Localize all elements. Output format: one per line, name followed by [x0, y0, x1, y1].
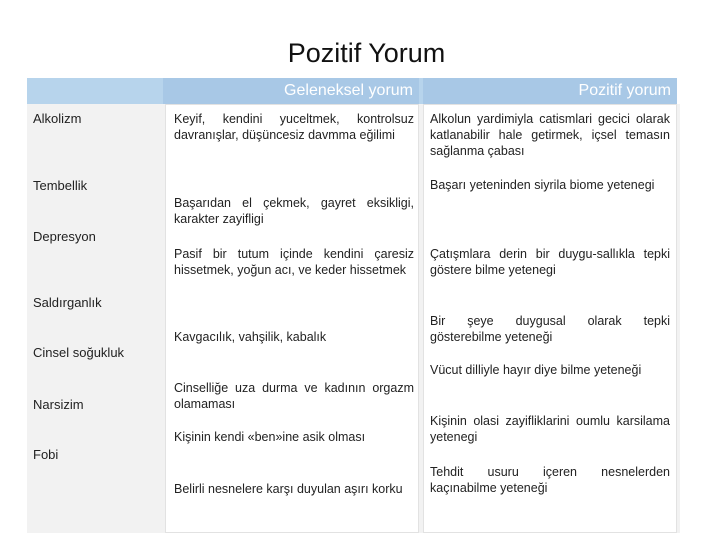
positive-cell: Çatışmlara derin bir duygu-sallıkla tepki göstere bilme yetenegi — [430, 247, 670, 277]
positive-cell: Alkolun yardimiyla catismlari gecici olarak katlanabilir hale getirmek, içsel temasın sağlanma çabası — [430, 112, 670, 158]
positive-cell: Başarı yeteninden siyrila biome yetenegi — [430, 178, 655, 192]
condition-label: Saldırganlık — [33, 295, 102, 310]
traditional-cell: Belirli nesnelere karşı duyulan aşırı korku — [174, 482, 403, 496]
traditional-cell: Keyif, kendini yuceltmek, kontrolsuz davranışlar, düşüncesiz davmma eğilimi — [174, 112, 414, 142]
condition-label: Narsizim — [33, 397, 84, 412]
traditional-cell: Başarıdan el çekmek, gayret eksikligi, karakter zayifligi — [174, 196, 414, 226]
header-positive: Pozitif yorum — [423, 78, 677, 104]
traditional-cell: Pasif bir tutum içinde kendini çaresiz hissetmek, yoğun acı, ve keder hissetmek — [174, 247, 414, 277]
condition-label: Cinsel soğukluk — [33, 345, 125, 360]
traditional-column — [165, 104, 419, 533]
positive-cell: Bir şeye duygusal olarak tepki gösterebilme yeteneği — [430, 314, 670, 344]
positive-cell: Vücut dilliyle hayır diye bilme yeteneği — [430, 363, 642, 377]
column-edge — [677, 104, 680, 533]
header-traditional: Geleneksel yorum — [163, 78, 419, 104]
traditional-cell: Cinselliğe uza durma ve kadının orgazm olamaması — [174, 381, 414, 411]
page-title: Pozitif Yorum — [287, 38, 446, 68]
condition-label: Alkolizm — [33, 111, 82, 126]
condition-label: Fobi — [33, 447, 59, 462]
positive-cell: Kişinin olasi zayifliklarini oumlu karsilama yetenegi — [430, 414, 670, 444]
condition-label: Tembellik — [33, 178, 88, 193]
positive-cell: Tehdit usuru içeren nesnelerden kaçınabilme yeteneği — [430, 465, 670, 495]
traditional-cell: Kişinin kendi «ben»ine asik olması — [174, 430, 366, 444]
traditional-cell: Kavgacılık, vahşilik, kabalık — [174, 330, 327, 344]
condition-label: Depresyon — [33, 229, 96, 244]
conditions-column — [27, 104, 163, 533]
